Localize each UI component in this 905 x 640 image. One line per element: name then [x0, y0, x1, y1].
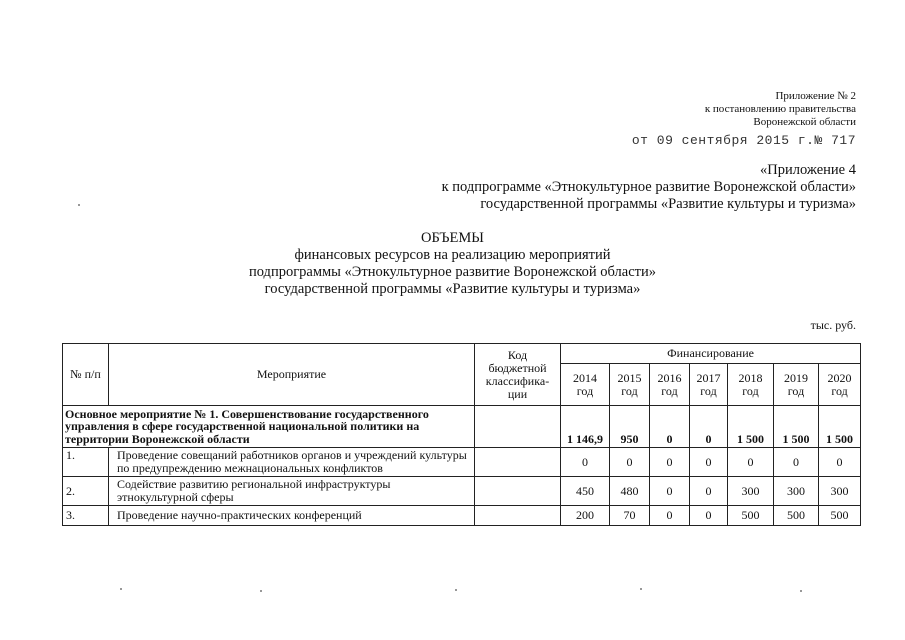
main-event-value: 1 500: [774, 406, 819, 448]
decree-date-line: от 09 сентября 2015 г.№ 717: [631, 133, 856, 148]
header-financing: Финансирование: [561, 344, 861, 364]
row-title: Содействие развитию региональной инфраструктуры этнокультурной сферы: [109, 477, 475, 506]
header-year-2015: [610, 364, 650, 406]
scan-speck: [800, 590, 802, 592]
main-event-value: 1 146,9: [561, 406, 610, 448]
year-unit: год: [742, 383, 759, 398]
row-code: [475, 506, 561, 526]
row-value: 500: [728, 506, 774, 526]
row-value: 0: [690, 506, 728, 526]
annex-line-3: государственной программы «Развитие культуры и туризма»: [480, 196, 856, 212]
row-num: 2.: [63, 477, 109, 506]
main-event-value: 1 500: [819, 406, 861, 448]
document-title: ОБЪЕМЫ: [421, 230, 484, 246]
row-num: 1.: [63, 448, 109, 477]
table-row-main-event: [63, 406, 861, 448]
row-value: 0: [819, 448, 861, 477]
scan-speck: [455, 589, 457, 591]
main-event-code: [475, 406, 561, 448]
year-unit: год: [621, 383, 638, 398]
year-unit: год: [661, 383, 678, 398]
document-subtitle-3: государственной программы «Развитие культуры и туризма»: [264, 281, 641, 297]
row-value: 480: [610, 477, 650, 506]
year-value: 2018: [738, 370, 763, 385]
row-num: 3.: [63, 506, 109, 526]
row-value: 0: [690, 477, 728, 506]
header-year-2014: [561, 364, 610, 406]
document-subtitle-2: подпрограммы «Этнокультурное развитие Воронежской области»: [248, 264, 657, 280]
row-value: 0: [650, 477, 690, 506]
year-value: 2019: [784, 370, 808, 385]
scan-speck: [640, 588, 642, 590]
table-row: [63, 477, 861, 506]
units-label: тыс. руб.: [810, 318, 856, 332]
header-year-2017: [690, 364, 728, 406]
header-event: Мероприятие: [109, 344, 475, 406]
document-subtitle-1: финансовых ресурсов на реализацию мероприятий: [294, 247, 611, 263]
main-event-title: Основное мероприятие № 1. Совершенствование государственного управления в сфере государственной национальной политики на территории Воронежской области: [63, 406, 475, 448]
row-value: 0: [728, 448, 774, 477]
row-value: 0: [650, 506, 690, 526]
table-row: [63, 506, 861, 526]
year-unit: год: [787, 383, 805, 398]
scan-speck: [260, 590, 262, 592]
row-value: 0: [690, 448, 728, 477]
year-unit: год: [700, 383, 717, 398]
annex-line-2: к подпрограмме «Этнокультурное развитие Воронежской области»: [441, 179, 856, 195]
year-value: 2014: [573, 370, 597, 385]
header-year-2018: [728, 364, 774, 406]
row-value: 0: [561, 448, 610, 477]
row-code: [475, 477, 561, 506]
row-value: 70: [610, 506, 650, 526]
header-budget-code: Код бюджетной классифика-ции: [475, 344, 561, 406]
header-year-2016: [650, 364, 690, 406]
year-value: 2017: [696, 370, 721, 385]
row-value: 450: [561, 477, 610, 506]
main-event-value: 0: [690, 406, 728, 448]
row-value: 300: [728, 477, 774, 506]
main-event-value: 1 500: [728, 406, 774, 448]
row-value: 0: [610, 448, 650, 477]
appendix-line-1: Приложение № 2: [775, 90, 856, 102]
row-code: [475, 448, 561, 477]
annex-line-1: «Приложение 4: [760, 162, 856, 178]
row-value: 300: [774, 477, 819, 506]
year-value: 2020: [827, 370, 852, 385]
year-unit: год: [831, 383, 848, 398]
row-title: Проведение научно-практических конференций: [109, 506, 475, 526]
row-value: 200: [561, 506, 610, 526]
row-value: 300: [819, 477, 861, 506]
header-num: № п/п: [63, 344, 109, 406]
scan-speck: [78, 204, 80, 206]
table-row: [63, 448, 861, 477]
row-value: 500: [774, 506, 819, 526]
main-event-value: 0: [650, 406, 690, 448]
header-year-2020: [819, 364, 861, 406]
header-year-2019: [774, 364, 819, 406]
year-unit: год: [576, 383, 594, 398]
row-value: 500: [819, 506, 861, 526]
year-value: 2016: [657, 370, 682, 385]
appendix-line-3: Воронежской области: [753, 116, 856, 128]
financing-table: [62, 343, 861, 526]
row-title: Проведение совещаний работников органов и учреждений культуры по предупреждению межнациональных конфликтов: [109, 448, 475, 477]
scan-speck: [120, 588, 122, 590]
row-value: 0: [650, 448, 690, 477]
row-value: 0: [774, 448, 819, 477]
appendix-line-2: к постановлению правительства: [704, 103, 856, 115]
year-value: 2015: [617, 370, 642, 385]
main-event-value: 950: [610, 406, 650, 448]
